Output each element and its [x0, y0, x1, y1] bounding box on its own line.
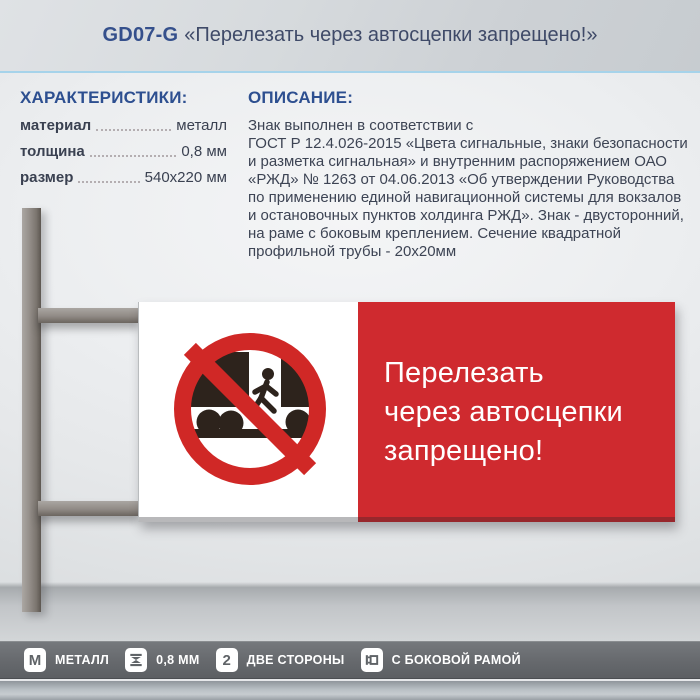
bottom-strip	[0, 681, 700, 700]
mounting-arm-bottom	[38, 501, 139, 516]
floor-background	[0, 587, 700, 641]
description-line: Знак выполнен в соответствии с	[248, 117, 474, 134]
description-line: и остановочных пунктов холдинга РЖД». Знак - двусторонний,	[248, 207, 684, 224]
description-line: ГОСТ Р 12.4.026-2015 «Цвета сигнальные, знаки безопасности	[248, 135, 688, 152]
material-icon: М	[24, 648, 46, 672]
property-label: 0,8 ММ	[156, 653, 200, 667]
characteristic-label: размер	[20, 169, 74, 186]
description-line: и разметка сигнальная» и внутренним распоряжением ОАО	[248, 153, 667, 170]
two-sides-icon: 2	[216, 648, 238, 672]
description-line: «РЖД» № 1263 от 04.06.2013 «Об утверждении Руководства	[248, 171, 675, 188]
no-climbing-couplers-icon	[170, 329, 330, 489]
mounting-pole	[22, 208, 41, 612]
characteristic-row	[20, 117, 227, 134]
description-line: на раме с боковым креплением. Сечение квадратной	[248, 225, 622, 242]
sign-text-line: запрещено!	[384, 434, 544, 467]
property-frame	[361, 648, 521, 672]
characteristic-label: толщина	[20, 143, 85, 160]
characteristic-value: металл	[176, 117, 227, 134]
dotted-leader	[78, 181, 139, 183]
property-material	[24, 648, 109, 672]
property-sides	[216, 648, 345, 672]
side-frame-icon	[361, 648, 383, 672]
description-heading: ОПИСАНИЕ:	[248, 88, 354, 107]
characteristics-heading: ХАРАКТЕРИСТИКИ:	[20, 88, 188, 107]
header	[0, 0, 700, 73]
sign-bottom-edge	[139, 517, 675, 522]
property-label: МЕТАЛЛ	[55, 653, 110, 667]
description-line: по применению единой навигационной системы для вокзалов	[248, 189, 682, 206]
sign-text-line: Перелезать	[384, 356, 544, 389]
property-thickness	[125, 648, 199, 672]
property-label: С БОКОВОЙ РАМОЙ	[391, 653, 521, 667]
characteristic-row	[20, 169, 227, 186]
dotted-leader	[90, 155, 177, 157]
characteristic-value: 0,8 мм	[181, 143, 227, 160]
sign-pictogram-panel	[139, 302, 358, 522]
sign-title: «Перелезать через автосцепки запрещено!»	[184, 24, 598, 46]
page-title	[103, 24, 598, 47]
characteristics-section	[20, 88, 227, 195]
thickness-icon	[125, 648, 147, 672]
characteristic-label: материал	[20, 117, 92, 134]
sign-text-line: через автосцепки	[384, 395, 623, 428]
characteristic-row	[20, 143, 227, 160]
sign-text-panel	[358, 302, 675, 522]
properties-bar	[0, 641, 700, 679]
sign-panel	[138, 302, 675, 522]
property-label: ДВЕ СТОРОНЫ	[246, 653, 345, 667]
mounting-arm-top	[38, 308, 139, 323]
dotted-leader	[96, 129, 171, 131]
characteristic-value: 540x220 мм	[144, 169, 227, 186]
description-section	[248, 88, 688, 261]
sign-code: GD07-G	[102, 24, 179, 46]
description-line: профильной трубы - 20x20мм	[248, 243, 457, 260]
